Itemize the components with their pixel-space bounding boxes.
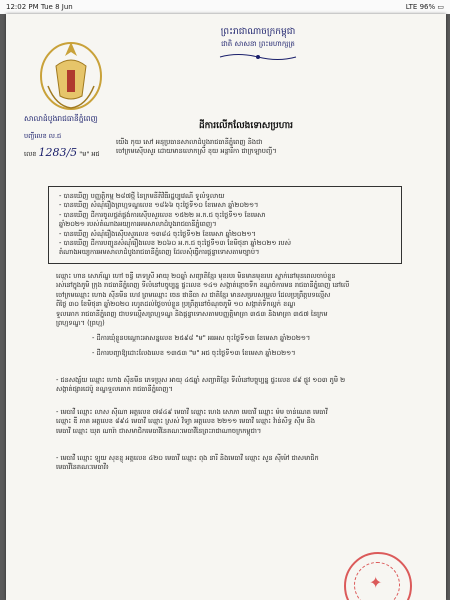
status-bar [0, 0, 450, 14]
official-seal-icon: ✦ [344, 552, 412, 600]
reference-item: - បានឃើញ បញ្ញត្តិកម្ម ២៨៧ថ្មី នៃក្រមនីតិវិធីរដ្ឋប្បវេណី ទូលំទូលាយ [59, 192, 225, 200]
paragraph-line: - មេធាវី ឈ្មោះ ឡុយ សុខខ្ញុ អត្តលេខ ៤២០ មេធាវី ឈ្មោះ ពុង នារី និងមេធាវី ឈ្មោះ សួន ស៊ីម៉ៅ ជាសមាជិក [56, 454, 319, 462]
ornament-divider-icon [218, 52, 298, 62]
defense-lawyers-paragraph [56, 454, 396, 473]
national-motto: ជាតិ សាសនា ព្រះមហាក្សត្រ [221, 40, 295, 48]
reference-item: - បានឃើញ ដីការចូលផ្គត់ផ្គង់ការស៊ើបសួរលេខ ១៥២២ អ.ក.ជ ចុះថ្ងៃទី១១ ខែមេសា [59, 210, 266, 219]
paragraph-line: ឈ្មោះ ហាន សោភ័ណ្ឌ ហៅ ចន្ធី ភេទស្រី អាយុ ២០ឆ្នាំ សញ្ជាតិខ្មែរ មុខរបរ មិនមានមុខរបរ ស្នាក់នៅមុនពេលចាប់ខ្លួន [56, 272, 336, 280]
reference-item: - បានឃើញ សំណុំរឿងស៊ើបសួរលេខ ១៣៨៤ ចុះថ្ងៃទី១២ ខែមេសា ឆ្នាំ២០២១។ [59, 229, 256, 238]
paragraph-line: ព្រហ្មទណ្ឌ។ (ព្រហ្ម) [56, 319, 105, 328]
reference-prefix: លេខ [24, 150, 37, 158]
reference-suffix: ល.ជ [48, 132, 62, 140]
paragraph-line: ទួលគោក រាជធានីភ្នំពេញ ជាបទល្មើសព្រហ្មទណ្ឌ និងផ្តន្ទាទោសតាមបញ្ញត្តិមាត្រា ៣៥៣ និងមាត្រា ៣៥៧ នៃក្រម [56, 309, 328, 318]
paragraph-line: ឈ្មោះ ឌី ភាគ អត្តលេខ ៨៩៤ មេធាវី ឈ្មោះ ស្រស់ វិទ្យា អត្តលេខ ២២១១ មេធាវី ឈ្មោះ វ៉ាន់សិទ្ធ ស៊ីម និង [56, 417, 316, 426]
handwritten-reference-number: 1283/5 [38, 146, 78, 159]
document-page [6, 14, 446, 600]
reference-item: - បានឃើញ សំណុំរឿងព្រហ្មទណ្ឌលេខ ១៨៦៦ ចុះថ្ងៃទី១០ ខែមេសា ឆ្នាំ២០២១។ [59, 201, 259, 210]
battery-icon: ▭ [437, 3, 444, 11]
paragraph-line: មេធាវី ឈ្មោះ ឃុត ណារ៉ា ជាសមាជិកមេធាវីនៃគណៈមេធាវីនៃព្រះរាជាណាចក្រកម្ពុជា។ [56, 426, 262, 435]
network-indicator: LTE [405, 3, 418, 11]
court-emblem-icon [36, 36, 106, 112]
intro-paragraph [116, 138, 416, 157]
suspect-paragraph [56, 376, 396, 395]
paragraph-line: សង្កាត់ផ្សារដេប៉ូ ខណ្ឌទួលគោក រាជធានីភ្នំពេញ។ [56, 385, 173, 394]
custody-order-item: - ដីការបញ្ជាឱ្យដោះលែងលេខ ១៣៥៣ "ម" អជ ចុះថ្ងៃទី១៣ ខែមេសា ឆ្នាំ២០២១។ [92, 349, 402, 358]
paragraph-line: ពីថ្ងៃ ៣០ ខែមិថុនា ឆ្នាំ២០២០ រហូតដល់ថ្ងៃចាប់ខ្លួន ប្រព្រឹត្តនៅចំណុចភូមិ ១០ សង្កាត់ទឹកល្អក់ ខណ្ឌ [56, 300, 296, 309]
reference-item: ឆ្នាំ២០២១ របស់តំណាងអយ្យការអមសាលាដំបូងរាជធានីភ្នំពេញ។ [59, 220, 217, 229]
status-date: Tue 8 Jun [40, 3, 73, 11]
battery-level: 96% [419, 3, 436, 11]
paragraph-line: ចៅក្រមឈ្មោះ ហោង ស៊ីនមីន ហេវ ព្រមឈ្មោះ ចេន ផានីធា ស ជាតិខ្មែរ មានសម្របសម្រួល ដែលប្រព្រឹត្តបទល្មើស [56, 290, 331, 299]
reference-number-line [24, 146, 100, 160]
reference-label: បញ្ជីលេខ [24, 132, 47, 140]
reference-item: តំណាងអយ្យការអមសាលាដំបូងរាជធានីភ្នំពេញ ដែលសុំធ្វើការផ្តន្ទាទោសតាមច្បាប់។ [59, 248, 260, 257]
intro-line: យើង កុយ សៅ អនុប្រធានសាលាដំបូងរាជធានីភ្នំពេញ និងជា [116, 138, 263, 146]
custody-orders [92, 334, 402, 359]
paragraph-line: - មេធាវី ឈ្មោះ លាស ស៊ីណា អត្តលេខ ៧៨៤៩ មេធាវី ឈ្មោះ ហេង សោភា មេធាវី ឈ្មោះ ម៉ម ចាន់ណេត មេធាវី [56, 408, 328, 416]
lawyers-paragraph [56, 408, 396, 436]
reference-line-suffix: "ម" អជ [79, 150, 100, 158]
paragraph-line: មេធាវីនៃគណៈមេធាវី៖ [56, 463, 109, 472]
paragraph-line: រស់នៅក្នុងភូមិ ក្រុង រាជធានីភ្នំពេញ ទីលំនៅបច្ចុប្បន្ន ផ្ទះលេខ ១៤១ សង្កាត់ខ្មោចទឹក ខណ្ឌចំការមន រាជធានីភ្នំពេញ នៅលើ [56, 281, 350, 290]
status-time: 12:02 PM [6, 3, 39, 11]
paragraph-line: - ជនសង្ស័យ ឈ្មោះ ហោង ស៊ីនមីន ភេទប្រុស អាយុ ៤៥ឆ្នាំ សញ្ជាតិខ្មែរ ទីលំនៅបច្ចុប្បន្ន ផ្ទះលេខ ៨៩ ផ្លូវ ១០៣ ភូមិ ២ [56, 376, 346, 384]
reference-item: - បានឃើញ ដីការបញ្ជូនសំណុំរឿងលេខ ២០៦០ អ.ក.ជ ចុះថ្ងៃទី១៣ ខែមិថុនា ឆ្នាំ២០២១ របស់ [59, 239, 292, 248]
references-box [48, 186, 402, 264]
kingdom-title: ព្រះរាជាណាចក្រកម្ពុជា [220, 27, 296, 37]
reference-register [24, 132, 61, 142]
custody-order-item: - ដីការឃុំខ្លួនបណ្ដោះអាសន្នលេខ ២៥៩៨ "ម" អរអស ចុះថ្ងៃទី១៣ ខែមេសា ឆ្នាំ២០២១។ [92, 334, 402, 343]
accused-paragraph [56, 272, 396, 328]
intro-line: ចៅក្រមស៊ើបសួរ ដោយមានលោកស្រី ខុយ អន្តារីកា ជាក្រឡាបញ្ជី។ [116, 147, 277, 156]
kingdom-header [188, 26, 328, 50]
issuing-office: សាលាដំបូងរាជធានីភ្នំពេញ [24, 114, 98, 123]
document-title: ដីការលើកលែងទោសប្រហារ [198, 121, 294, 131]
